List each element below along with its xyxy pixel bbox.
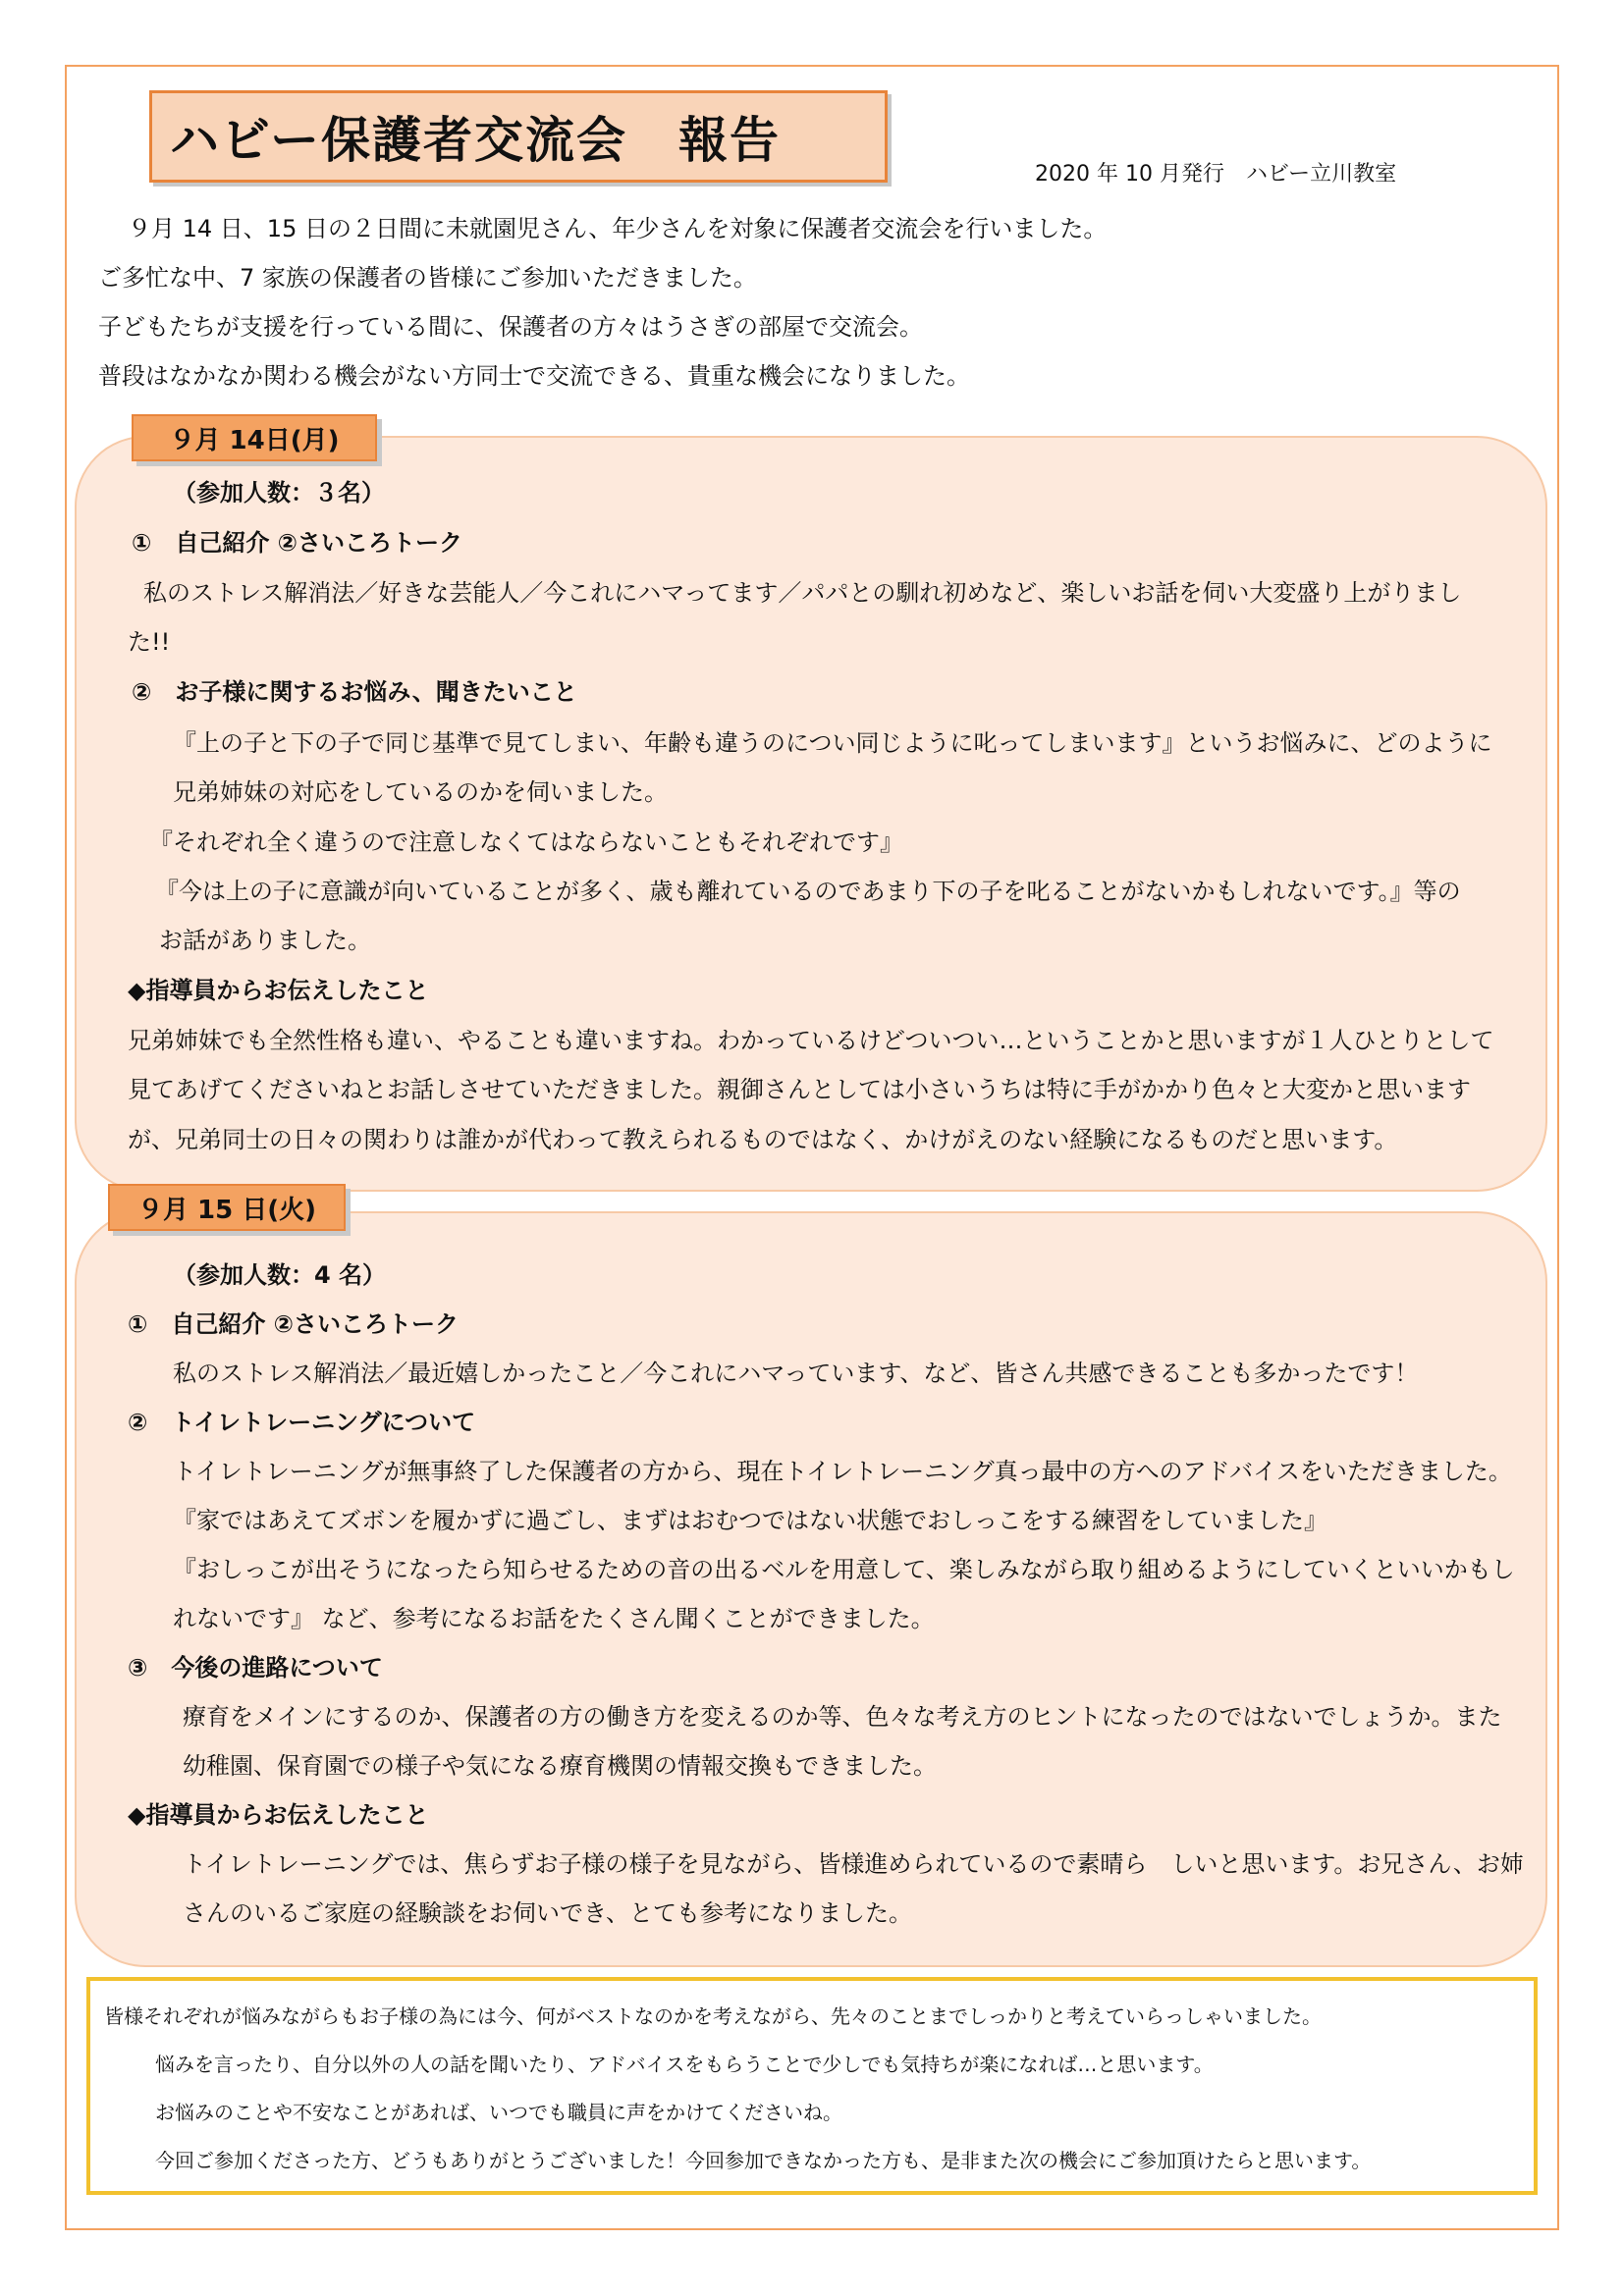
session-1-topic-1-text: 私のストレス解消法／好きな芸能人／今これにハマってます／パパとの馴れ初めなど、楽しいお話を伺い大変盛り上がりまし — [143, 579, 1462, 607]
session-1-topic-2-text: 『上の子と下の子で同じ基準で見てしまい、年齢も違うのについ同じように叱ってしまいます』というお悩みに、どのように — [173, 729, 1492, 757]
session-1-attendance: （参加人数：３名） — [173, 479, 385, 507]
session-1-topic-1-text: た!! — [128, 628, 171, 656]
intro-line: 子どもたちが支援を行っている間に、保護者の方々はうさぎの部屋で交流会。 — [98, 313, 923, 341]
session-1-topic-2-text: 兄弟姉妹の対応をしているのかを伺いました。 — [173, 778, 668, 806]
session-2-topic-2-heading: ② トイレトレーニングについて — [128, 1409, 476, 1436]
intro-line: ご多忙な中、7 家族の保護者の皆様にご参加いただきました。 — [98, 264, 757, 292]
session-1-advice-text: が、兄弟同士の日々の関わりは誰かが代わって教えられるものではなく、かけがえのない経験になるものだと思います。 — [128, 1126, 1398, 1153]
issue-info: 2020 年 10 月発行 ハビー立川教室 — [1035, 162, 1397, 187]
session-2-advice-text: トイレトレーニングでは、焦らずお子様の様子を見ながら、皆様進められているので素晴ら しいと思います。お兄さん、お姉 — [183, 1850, 1524, 1878]
closing-line: 悩みを言ったり、自分以外の人の話を聞いたり、アドバイスをもらうことで少しでも気持ちが楽になれば…と思います。 — [155, 2053, 1214, 2076]
session-1-date-tab: ９月 14日(月) — [132, 414, 377, 461]
intro-section — [98, 204, 1107, 400]
session-2-advice-heading: ◆指導員からお伝えしたこと — [128, 1801, 429, 1829]
session-2-topic-3-heading: ③ 今後の進路について — [128, 1654, 383, 1682]
session-1-topic-2-text: 『それぞれ全く違うので注意しなくてはならないこともそれぞれです』 — [149, 828, 903, 856]
report-title: ハビー保護者交流会 報告 — [170, 112, 781, 169]
session-1-topic-2-text: お話がありました。 — [159, 927, 371, 954]
closing-line: 皆様それぞれが悩みながらもお子様の為には今、何がベストなのかを考えながら、先々のことまでしっかりと考えていらっしゃいました。 — [104, 2004, 1322, 2028]
session-2-topic-2-text: れないです』 など、参考になるお話をたくさん聞くことができました。 — [173, 1605, 935, 1632]
closing-line: 今回ご参加くださった方、どうもありがとうございました！今回参加できなかった方も、是非また次の機会にご参加頂けたらと思います。 — [155, 2149, 1372, 2172]
session-2-topic-1-heading: ① 自己紹介 ②さいころトーク — [128, 1310, 459, 1338]
session-2-date-tab: ９月 15 日(火) — [108, 1184, 346, 1231]
session-1-topic-1-heading: ① 自己紹介 ②さいころトーク — [132, 529, 462, 557]
session-1-advice-heading: ◆指導員からお伝えしたこと — [128, 977, 429, 1004]
report-title-box — [149, 90, 888, 183]
session-2-topic-2-text: トイレトレーニングが無事終了した保護者の方から、現在トイレトレーニング真っ最中の方へのアドバイスをいただきました。 — [173, 1458, 1512, 1485]
session-2-advice-text: さんのいるご家庭の経験談をお伺いでき、とても参考になりました。 — [183, 1899, 913, 1927]
session-2-topic-2-text: 『おしっこが出そうになったら知らせるための音の出るベルを用意して、楽しみながら取り組めるようにしていくといいかもし — [173, 1556, 1515, 1583]
session-2-topic-1-text: 私のストレス解消法／最近嬉しかったこと／今これにハマっています、など、皆さん共感できることも多かったです！ — [173, 1360, 1419, 1387]
session-1-topic-2-heading: ② お子様に関するお悩み、聞きたいこと — [132, 678, 577, 706]
session-2-attendance: （参加人数：4 名） — [173, 1261, 387, 1289]
session-2-topic-3-text: 療育をメインにするのか、保護者の方の働き方を変えるのか等、色々な考え方のヒントになったのではないでしょうか。また — [183, 1703, 1502, 1731]
session-1-topic-2-text: 『今は上の子に意識が向いていることが多く、歳も離れているのであまり下の子を叱ることがないかもしれないです。』等の — [155, 878, 1461, 905]
session-1-advice-text: 兄弟姉妹でも全然性格も違い、やることも違いますね。わかっているけどついつい…ということかと思いますが１人ひとりとして — [128, 1027, 1494, 1054]
closing-line: お悩みのことや不安なことがあれば、いつでも職員に声をかけてくださいね。 — [155, 2101, 842, 2124]
session-2-topic-3-text: 幼稚園、保育園での様子や気になる療育機関の情報交換もできました。 — [183, 1752, 937, 1780]
session-2-topic-2-text: 『家ではあえてズボンを履かずに過ごし、まずはおむつではない状態でおしっこをする練習をしていました』 — [173, 1507, 1327, 1534]
session-1-advice-text: 見てあげてくださいねとお話しさせていただきました。親御さんとしては小さいうちは特に手がかかり色々と大変かと思います — [128, 1076, 1471, 1103]
intro-line: 普段はなかなか関わる機会がない方同士で交流できる、貴重な機会になりました。 — [98, 362, 970, 390]
intro-line: ９月 14 日、15 日の２日間に未就園児さん、年少さんを対象に保護者交流会を行いました。 — [128, 215, 1108, 242]
